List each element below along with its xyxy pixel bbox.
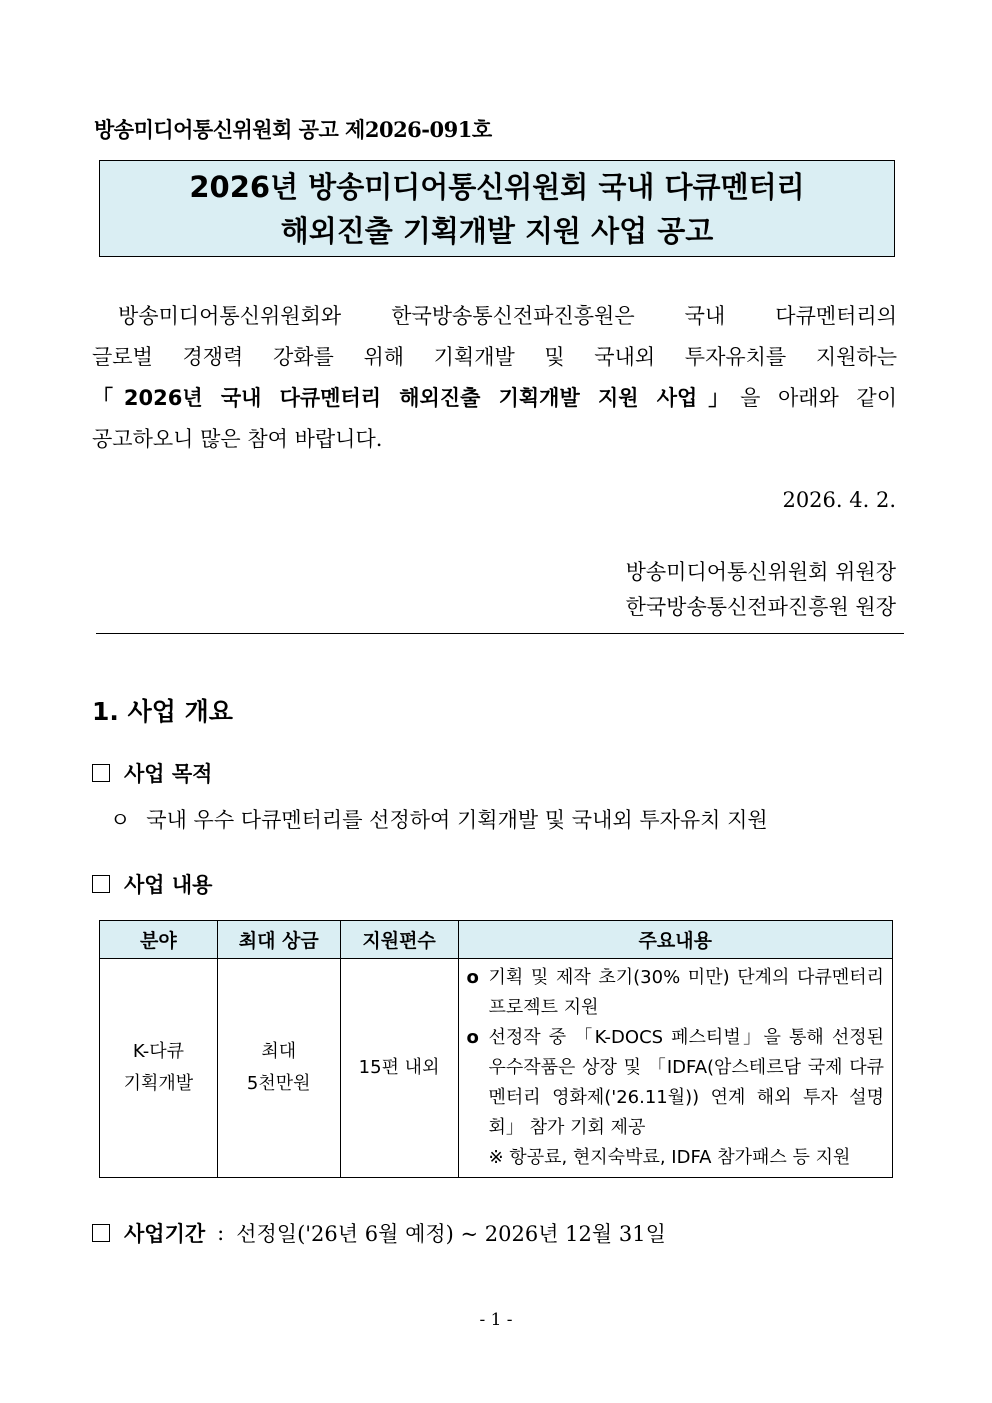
prize-line-1: 최대 bbox=[261, 1041, 297, 1062]
title-line-1: 2026년 방송미디어통신위원회 국내 다큐멘터리 bbox=[189, 169, 805, 204]
checkbox-square-icon bbox=[92, 875, 110, 893]
content-item-2-text: 선정작 중 「K-DOCS 페스티벌」을 통해 선정된 우수작품은 상장 및 「IDFA(암스테르담 국제 다큐멘터리 영화제('26.11월)) 연계 해외 투자 설명회」 참가 기회 제공 bbox=[488, 1027, 884, 1138]
header-content: 주요내용 bbox=[458, 921, 893, 959]
notice-number: 방송미디어통신위원회 공고 제2026-091호 bbox=[94, 117, 492, 142]
page-number: - 1 - bbox=[479, 1310, 513, 1330]
period-value: 선정일('26년 6월 예정) ~ 2026년 12월 31일 bbox=[236, 1222, 666, 1246]
intro-paragraph bbox=[92, 296, 897, 460]
purpose-bullet bbox=[110, 804, 768, 834]
signer-2: 한국방송통신전파진흥원 원장 bbox=[625, 595, 896, 619]
intro-line-3 bbox=[92, 378, 897, 419]
table-header-row bbox=[100, 921, 893, 959]
purpose-heading-text: 사업 목적 bbox=[124, 761, 213, 786]
table-row bbox=[100, 959, 893, 1178]
intro-line-1: 방송미디어통신위원회와 한국방송통신전파진흥원은 국내 다큐멘터리의 bbox=[118, 304, 897, 328]
intro-line-4: 공고하오니 많은 참여 바랍니다. bbox=[92, 427, 383, 451]
cell-count: 15편 내외 bbox=[340, 959, 458, 1178]
bullet-mark: ㅇ bbox=[110, 808, 131, 832]
content-item-1-text: 기획 및 제작 초기(30% 미만) 단계의 다큐멘터리 프로젝트 지원 bbox=[488, 967, 884, 1018]
program-name: 「2026년 국내 다큐멘터리 해외진출 기획개발 지원 사업」 bbox=[92, 386, 741, 410]
field-line-2: 기획개발 bbox=[123, 1073, 194, 1094]
cell-max-prize bbox=[217, 959, 340, 1178]
divider bbox=[96, 633, 904, 634]
program-table bbox=[99, 920, 893, 1178]
content-heading-text: 사업 내용 bbox=[124, 872, 213, 897]
period-line bbox=[92, 1218, 666, 1248]
title-line-2: 해외진출 기획개발 지원 사업 공고 bbox=[280, 213, 714, 248]
period-label: 사업기간 bbox=[124, 1221, 206, 1246]
content-note: ※ 항공료, 현지숙박료, IDFA 참가패스 등 지원 bbox=[488, 1147, 851, 1168]
content-item-1 bbox=[467, 963, 885, 1023]
checkbox-square-icon bbox=[92, 1224, 110, 1242]
field-line-1: K-다큐 bbox=[132, 1041, 184, 1062]
signer-1: 방송미디어통신위원회 위원장 bbox=[625, 560, 896, 584]
intro-line-2: 글로벌 경쟁력 강화를 위해 기획개발 및 국내외 투자유치를 지원하는 bbox=[92, 345, 897, 369]
cell-content bbox=[458, 959, 893, 1178]
header-count: 지원편수 bbox=[340, 921, 458, 959]
checkbox-square-icon bbox=[92, 764, 110, 782]
bullet-mark: o bbox=[466, 1027, 479, 1048]
header-field: 분야 bbox=[100, 921, 218, 959]
content-item-2 bbox=[467, 1023, 885, 1143]
purpose-heading bbox=[92, 758, 212, 788]
intro-line-3-rest: 을 아래와 같이 bbox=[740, 386, 897, 410]
section-title: 1. 사업 개요 bbox=[92, 697, 233, 726]
prize-line-2: 5천만원 bbox=[246, 1073, 311, 1094]
content-heading bbox=[92, 869, 212, 899]
bullet-mark: o bbox=[466, 967, 479, 988]
period-separator: : bbox=[217, 1221, 225, 1245]
cell-field bbox=[100, 959, 218, 1178]
header-max-prize: 최대 상금 bbox=[217, 921, 340, 959]
title-box bbox=[99, 160, 895, 257]
notice-date: 2026. 4. 2. bbox=[782, 488, 896, 512]
purpose-bullet-text: 국내 우수 다큐멘터리를 선정하여 기획개발 및 국내외 투자유치 지원 bbox=[146, 808, 768, 832]
